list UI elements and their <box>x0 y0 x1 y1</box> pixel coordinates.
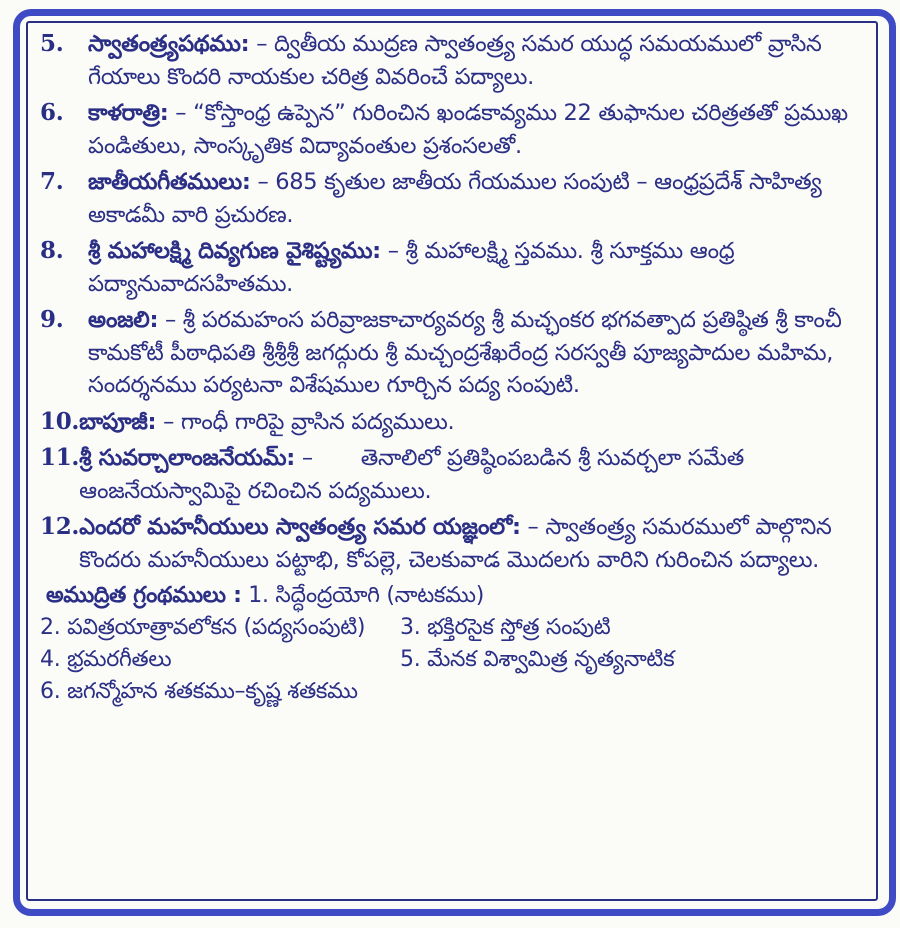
item-number: 5. <box>40 30 64 57</box>
unpublished-item-3: 3. భక్తిరసైక స్తోత్ర సంపుటి <box>400 615 611 640</box>
item-title: బాపూజీ: <box>79 408 157 435</box>
unpublished-works-section <box>40 580 870 708</box>
list-item-6 <box>40 97 870 162</box>
item-description: – గాంధీ గారిపై వ్రాసిన పద్యములు. <box>156 408 455 435</box>
list-item-7 <box>40 166 870 231</box>
item-title: ఎందరో మహనీయులు స్వాతంత్ర్య సమర యజ్ఞంలో: <box>79 514 521 540</box>
item-title: కాళరాత్రి: <box>88 100 169 126</box>
item-description: – “కోస్తాంధ్ర ఉప్పెన” గురించిన ఖండకావ్యము 22 తుఫానుల చరిత్రతతో ప్రముఖ పండితులు, సాంస్కృతిక విద్యావంతుల ప్రశంసలతో. <box>88 100 848 159</box>
list-item-5 <box>40 28 870 93</box>
item-title: స్వాతంత్ర్యపథము: <box>88 31 250 57</box>
item-number: 10. <box>40 407 80 435</box>
item-description: – స్వాతంత్ర్య సమరములో పాల్గొనిన కొందరు మహనీయులు పట్టాభి, కోపల్లె, చెలకువాడ మొదలగు వారిని గురించిన పద్యాలు. <box>79 514 832 573</box>
unpublished-item-6: 6. జగన్మోహన శతకము–కృష్ణ శతకము <box>40 679 358 704</box>
unpublished-item-4: 4. భ్రమరగీతలు <box>40 647 172 672</box>
item-description: – శ్రీ మహాలక్ష్మి స్తవము. శ్రీ సూక్తము ఆంధ్ర పద్యానువాదసహితము. <box>88 238 735 297</box>
unpublished-row <box>40 676 870 708</box>
item-description: – 685 కృతుల జాతీయ గేయముల సంపుటి – ఆంధ్రప్రదేశ్ సాహిత్య అకాడమీ వారి ప్రచురణ. <box>88 169 822 228</box>
item-body <box>88 28 870 93</box>
list-item-10 <box>40 406 870 439</box>
item-title: శ్రీ సువర్చాలాంజనేయమ్: <box>79 445 295 471</box>
item-description: – తెనాలిలో ప్రతిష్ఠింపబడిన శ్రీ సువర్చలా సమేత ఆంజనేయస్వామిపై రచించిన పద్యములు. <box>79 445 751 504</box>
unpublished-row <box>40 612 870 644</box>
item-number: 8. <box>40 237 64 264</box>
unpublished-item-1: 1. సిద్ధేంద్రయోగి (నాటకము) <box>248 583 484 608</box>
item-body <box>79 511 870 576</box>
item-number: 9. <box>40 306 64 333</box>
unpublished-label: అముద్రిత గ్రంథములు : <box>46 583 242 608</box>
item-title: శ్రీ మహాలక్ష్మి దివ్యగుణ వైశిష్ట్యము: <box>88 238 381 264</box>
item-number: 6. <box>40 99 64 126</box>
item-body <box>88 166 870 231</box>
item-body <box>88 235 870 300</box>
book-list <box>40 28 870 708</box>
item-body <box>88 97 870 162</box>
unpublished-item-2: 2. పవిత్రయాత్రావలోకన (పద్యసంపుటి) <box>40 615 366 640</box>
item-number: 11. <box>40 444 80 471</box>
item-title: జాతీయగీతములు: <box>88 169 251 195</box>
list-item-11 <box>40 442 870 507</box>
item-body <box>88 304 870 402</box>
item-title: అంజలి: <box>88 307 159 333</box>
item-description: – ద్వితీయ ముద్రణ స్వాతంత్ర్య సమర యుద్ధ సమయములో వ్రాసిన గేయాలు కొందరి నాయకుల చరిత్ర వివరించే పద్యాలు. <box>88 31 822 90</box>
item-number: 12. <box>40 513 80 540</box>
list-item-9 <box>40 304 870 402</box>
unpublished-header-row <box>40 580 870 612</box>
list-item-12 <box>40 511 870 576</box>
item-body <box>79 442 870 507</box>
list-item-8 <box>40 235 870 300</box>
item-description: – శ్రీ పరమహంస పరివ్రాజకాచార్యవర్య శ్రీ మచ్ఛంకర భగవత్పాద ప్రతిష్ఠిత శ్రీ కాంచీ కామకోటీ పీఠాధిపతి శ్రీశ్రీశ్రీ జగద్గురు శ్రీ మచ్చంద్రశేఖరేంద్ర సరస్వతీ పూజ్యపాదుల మహిమ, సందర్శనము పర్యటనా విశేషముల గూర్చిన పద్య సంపుటి. <box>88 307 842 398</box>
item-body <box>79 406 870 439</box>
item-number: 7. <box>40 168 64 195</box>
unpublished-row <box>40 644 870 676</box>
unpublished-item-5: 5. మేనక విశ్వామిత్ర నృత్యనాటిక <box>400 647 675 672</box>
